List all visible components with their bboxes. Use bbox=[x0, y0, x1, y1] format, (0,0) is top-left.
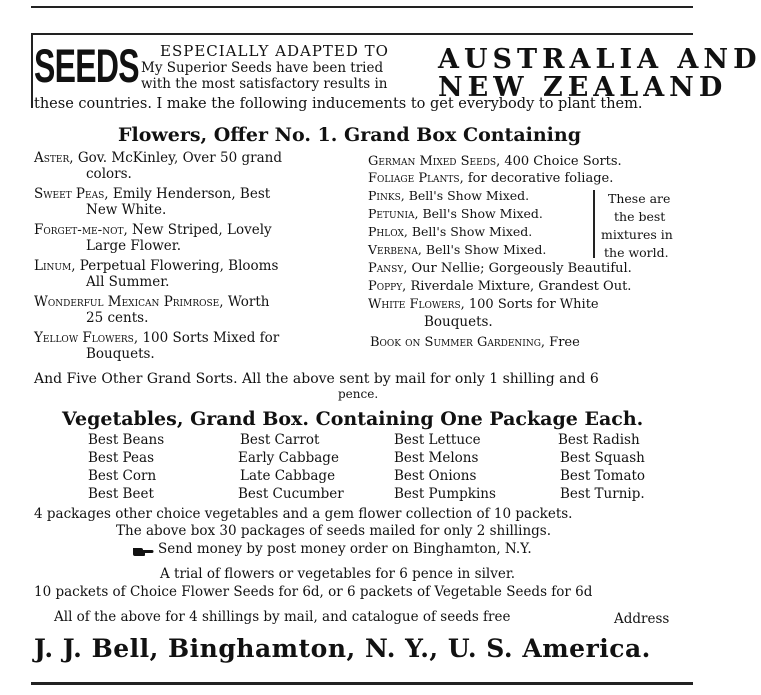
left-rule bbox=[31, 33, 33, 108]
intro-line-2: with the most satisfactory results in bbox=[141, 76, 388, 92]
bottom-rule bbox=[31, 682, 693, 685]
veg-item: Best Cucumber bbox=[238, 486, 344, 502]
list-item: Pinks, Bell's Show Mixed. bbox=[368, 188, 530, 203]
list-item: Linum, Perpetual Flowering, Blooms bbox=[34, 258, 279, 274]
list-item-cont: New White. bbox=[86, 202, 167, 218]
veg-item: Best Lettuce bbox=[394, 432, 481, 448]
other-sorts-line-2: pence. bbox=[338, 387, 379, 401]
list-item: Aster, Gov. McKinley, Over 50 grand bbox=[34, 150, 282, 166]
list-item-cont: All Summer. bbox=[86, 274, 170, 290]
list-item-cont: Large Flower. bbox=[86, 238, 182, 254]
all-above-line: All of the above for 4 shillings by mail, and catalogue of seeds free bbox=[54, 609, 511, 625]
list-item: Sweet Peas, Emily Henderson, Best bbox=[34, 186, 271, 202]
veg-item: Best Peas bbox=[88, 450, 154, 466]
list-item-cont: colors. bbox=[86, 166, 132, 182]
veg-item: Best Turnip. bbox=[560, 486, 645, 502]
extra-line-2: The above box 30 packages of seeds mailed for only 2 shillings. bbox=[116, 523, 552, 539]
veg-item: Best Radish bbox=[558, 432, 640, 448]
list-item: Foliage Plants, for decorative foliage. bbox=[368, 171, 614, 186]
new-zealand-heading: NEW ZEALAND bbox=[438, 72, 728, 103]
bracket-note-line: the best bbox=[614, 209, 666, 224]
intro-line-3: these countries. I make the following inducements to get everybody to plant them. bbox=[34, 96, 643, 112]
extra-line-1: 4 packages other choice vegetables and a gem flower collection of 10 packets. bbox=[34, 506, 573, 522]
top-rule bbox=[31, 6, 693, 8]
veg-item: Best Corn bbox=[88, 468, 157, 484]
veg-item: Best Squash bbox=[560, 450, 645, 466]
vegetables-heading: Vegetables, Grand Box. Containing One Package Each. bbox=[62, 408, 644, 430]
flowers-heading: Flowers, Offer No. 1. Grand Box Containing bbox=[118, 124, 581, 146]
list-item: White Flowers, 100 Sorts for White bbox=[368, 297, 599, 312]
list-item: Wonderful Mexican Primrose, Worth bbox=[34, 294, 270, 310]
top-rule-inner bbox=[31, 33, 693, 35]
intro-line-1: My Superior Seeds have been tried bbox=[141, 60, 384, 76]
bracket-note-line: the world. bbox=[604, 245, 669, 260]
list-item: Forget-me-not, New Striped, Lovely bbox=[34, 222, 272, 238]
list-item: Book on Summer Gardening, Free bbox=[370, 335, 580, 350]
list-item: German Mixed Seeds, 400 Choice Sorts. bbox=[368, 154, 622, 169]
list-item: Phlox, Bell's Show Mixed. bbox=[368, 224, 533, 239]
veg-item: Best Beet bbox=[88, 486, 154, 502]
veg-item: Best Melons bbox=[394, 450, 479, 466]
list-item-cont: Bouquets. bbox=[424, 314, 493, 330]
list-item-cont: 25 cents. bbox=[86, 310, 149, 326]
pointing-hand-icon bbox=[132, 542, 154, 554]
signature: J. J. Bell, Binghamton, N. Y., U. S. America. bbox=[34, 634, 651, 663]
bracket-note-line: These are bbox=[608, 191, 671, 206]
other-sorts-line-1: And Five Other Grand Sorts. All the above sent by mail for only 1 shilling and 6 bbox=[34, 371, 599, 387]
list-item: Verbena, Bell's Show Mixed. bbox=[368, 242, 547, 257]
veg-item: Best Beans bbox=[88, 432, 165, 448]
money-order-line: Send money by post money order on Binghamton, N.Y. bbox=[158, 541, 532, 557]
seeds-heading: SEEDS bbox=[34, 39, 139, 92]
veg-item: Late Cabbage bbox=[240, 468, 336, 484]
packets-line: 10 packets of Choice Flower Seeds for 6d, or 6 packets of Vegetable Seeds for 6d bbox=[34, 584, 593, 600]
list-item: Petunia, Bell's Show Mixed. bbox=[368, 206, 543, 221]
trial-line: A trial of flowers or vegetables for 6 pence in silver. bbox=[160, 566, 516, 582]
list-item-cont: Bouquets. bbox=[86, 346, 155, 362]
bracket-note-line: mixtures in bbox=[601, 227, 673, 242]
list-item: Yellow Flowers, 100 Sorts Mixed for bbox=[34, 330, 280, 346]
australia-heading: AUSTRALIA AND bbox=[438, 44, 761, 75]
veg-item: Early Cabbage bbox=[238, 450, 339, 466]
veg-item: Best Pumpkins bbox=[394, 486, 496, 502]
bracket-divider bbox=[593, 190, 595, 258]
veg-item: Best Tomato bbox=[560, 468, 646, 484]
list-item: Poppy, Riverdale Mixture, Grandest Out. bbox=[368, 279, 632, 294]
especially-adapted: ESPECIALLY ADAPTED TO bbox=[160, 42, 389, 60]
address-label: Address bbox=[614, 611, 670, 627]
veg-item: Best Carrot bbox=[240, 432, 320, 448]
list-item: Pansy, Our Nellie; Gorgeously Beautiful. bbox=[368, 261, 632, 276]
veg-item: Best Onions bbox=[394, 468, 477, 484]
